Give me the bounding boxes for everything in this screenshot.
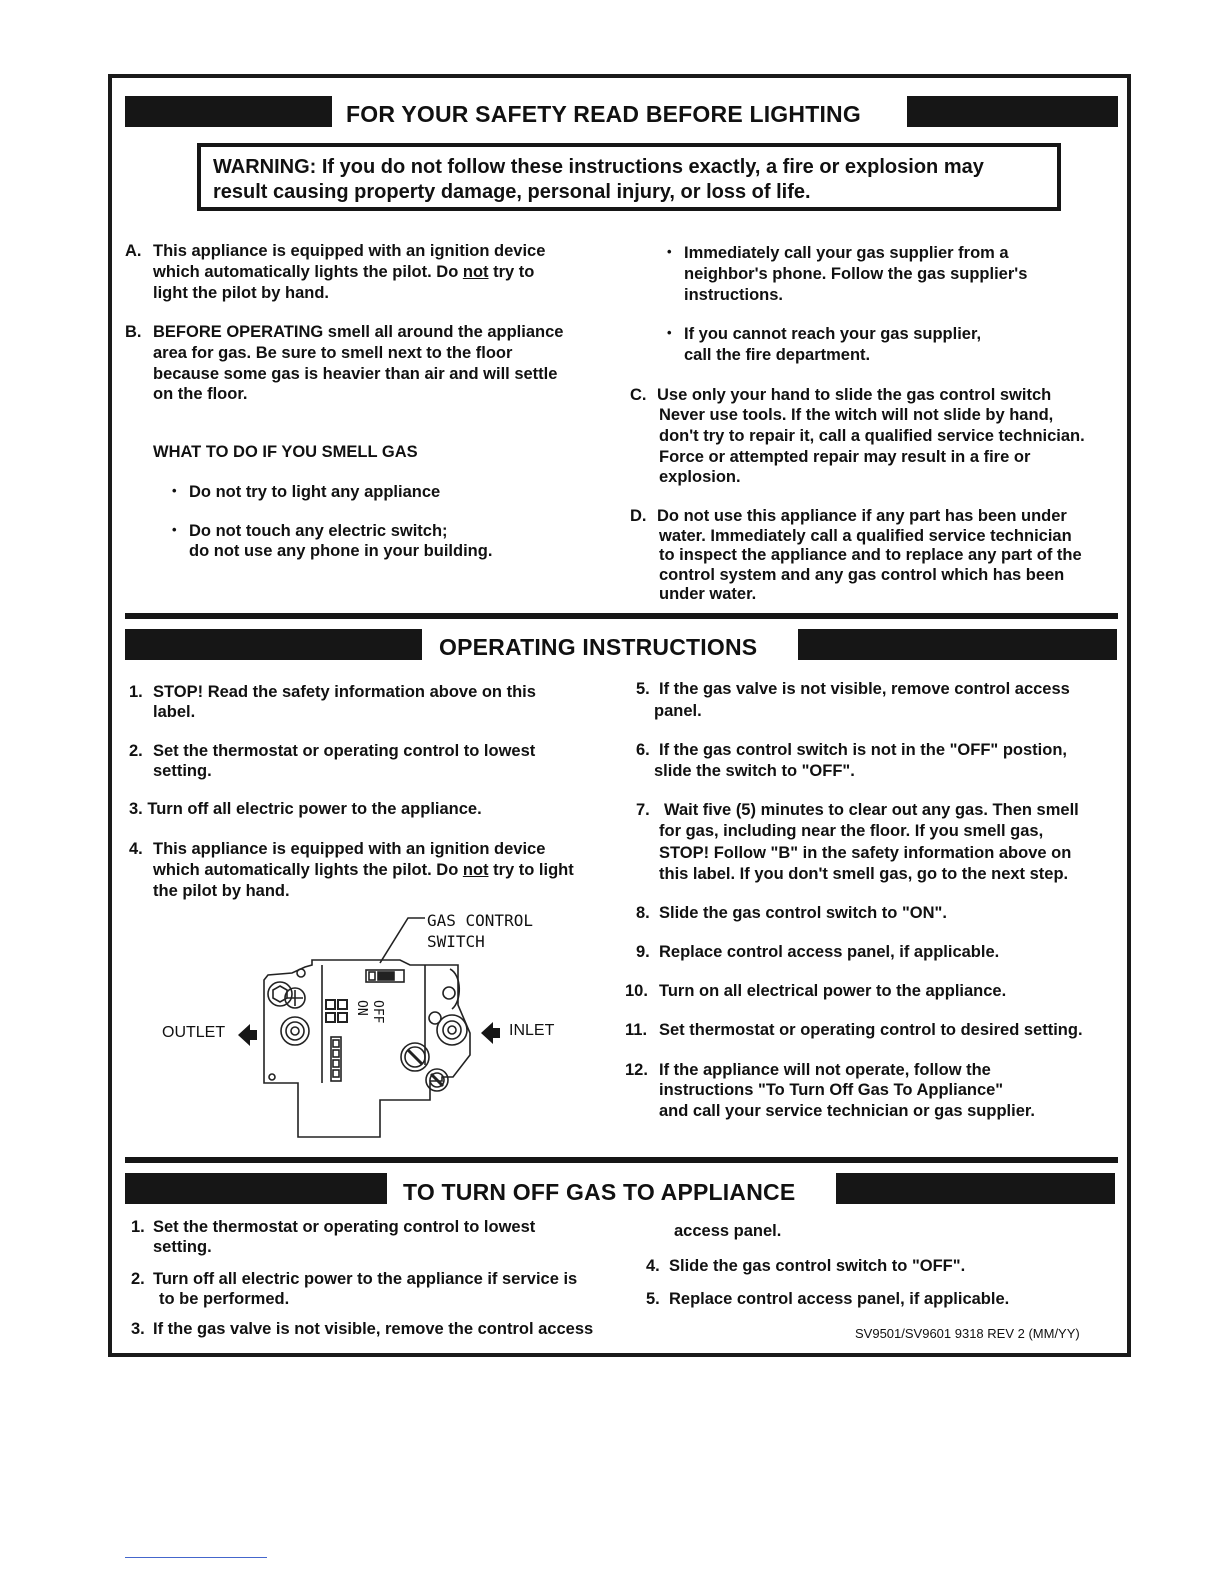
item-b-line-1: BEFORE OPERATING smell all around the appliance — [153, 323, 564, 341]
turnoff-3-line-1: If the gas valve is not visible, remove the control access — [153, 1320, 594, 1338]
operating-header: OPERATING INSTRUCTIONS — [439, 634, 758, 660]
turnoff-5-number: 5. — [646, 1290, 660, 1308]
header-bar-left — [125, 96, 332, 127]
item-b-line-3: because some gas is heavier than air and will settle — [153, 365, 558, 383]
item-c-label: C. — [630, 386, 647, 404]
section-divider — [125, 1157, 1118, 1163]
item-d-line-2: water. Immediately call a qualified service technician — [659, 527, 1072, 545]
outlet-arrow-icon — [238, 1022, 258, 1048]
smell-bullet-1: Do not try to light any appliance — [189, 483, 441, 501]
item-c-line-2: Never use tools. If the witch will not slide by hand, — [659, 406, 1054, 424]
smell-heading: WHAT TO DO IF YOU SMELL GAS — [153, 443, 418, 461]
item-c-line-5: explosion. — [659, 468, 741, 486]
item-a-label: A. — [125, 242, 142, 260]
step-7-line-3: STOP! Follow "B" in the safety information above on — [659, 844, 1072, 862]
step-5-line-1: If the gas valve is not visible, remove control access — [659, 680, 1070, 698]
step-7-line-2: for gas, including near the floor. If you smell gas, — [659, 822, 1044, 840]
page-edge-mark — [125, 1557, 267, 1558]
turnoff-5: Replace control access panel, if applicable. — [669, 1290, 1010, 1308]
smell-bullet-4-line-1: If you cannot reach your gas supplier, — [684, 325, 982, 343]
header-bar-left — [125, 629, 422, 660]
warning-box — [197, 143, 1061, 211]
item-b-line-4: on the floor. — [153, 385, 248, 403]
item-d-line-5: under water. — [659, 585, 757, 603]
step-4-line-3: the pilot by hand. — [153, 882, 290, 900]
item-d-label: D. — [630, 507, 647, 525]
step-7-number: 7. — [636, 801, 650, 819]
item-b-label: B. — [125, 323, 142, 341]
step-6-line-1: If the gas control switch is not in the "OFF" postion, — [659, 741, 1067, 759]
item-c-line-1: Use only your hand to slide the gas control switch — [657, 386, 1052, 404]
header-bar-right — [798, 629, 1117, 660]
step-1-line-1: STOP! Read the safety information above on this — [153, 683, 536, 701]
header-bar-right — [836, 1173, 1115, 1204]
step-3: 3. Turn off all electric power to the appliance. — [129, 800, 482, 818]
step-12-line-1: If the appliance will not operate, follow the — [659, 1061, 991, 1079]
section-divider — [125, 613, 1118, 619]
step-6-line-2: slide the switch to "OFF". — [654, 762, 855, 780]
smell-bullet-2-line-2: do not use any phone in your building. — [189, 542, 493, 560]
switch-on-label: ON — [354, 1000, 369, 1016]
document-code: SV9501/SV9601 9318 REV 2 (MM/YY) — [855, 1326, 1080, 1341]
switch-label-line-2: SWITCH — [427, 932, 485, 951]
turnoff-header: TO TURN OFF GAS TO APPLIANCE — [403, 1179, 796, 1205]
turnoff-2-number: 2. — [131, 1270, 145, 1288]
outlet-label: OUTLET — [162, 1024, 226, 1041]
item-a-line-3: light the pilot by hand. — [153, 284, 329, 302]
step-8: Slide the gas control switch to "ON". — [659, 904, 947, 922]
step-12-number: 12. — [625, 1061, 648, 1079]
smell-bullet-4-line-2: call the fire department. — [684, 346, 871, 364]
turnoff-1-line-2: setting. — [153, 1238, 212, 1256]
item-d-line-3: to inspect the appliance and to replace any part of the — [659, 546, 1082, 564]
item-a-line-1: This appliance is equipped with an ignition device — [153, 242, 546, 260]
step-9: Replace control access panel, if applicable. — [659, 943, 1000, 961]
bullet: • — [172, 522, 177, 537]
step-9-number: 9. — [636, 943, 650, 961]
bullet: • — [667, 244, 672, 259]
step-12-line-2: instructions "To Turn Off Gas To Appliance" — [659, 1081, 1004, 1099]
step-7-line-1: Wait five (5) minutes to clear out any gas. Then smell — [664, 801, 1079, 819]
step-8-number: 8. — [636, 904, 650, 922]
bullet: • — [172, 483, 177, 498]
item-b-line-2: area for gas. Be sure to smell next to the floor — [153, 344, 513, 362]
item-a-line-2: which automatically lights the pilot. Do not try to — [153, 263, 535, 281]
smell-bullet-3-line-1: Immediately call your gas supplier from a — [684, 244, 1009, 262]
step-1-line-2: label. — [153, 703, 196, 721]
turnoff-1-number: 1. — [131, 1218, 145, 1236]
turnoff-3-number: 3. — [131, 1320, 145, 1338]
smell-bullet-2-line-1: Do not touch any electric switch; — [189, 522, 448, 540]
valve-body-outline — [264, 960, 470, 1137]
inlet-label: INLET — [509, 1022, 555, 1039]
turnoff-2-line-1: Turn off all electric power to the appliance if service is — [153, 1270, 578, 1288]
step-5-number: 5. — [636, 680, 650, 698]
smell-bullet-3-line-3: instructions. — [684, 286, 784, 304]
item-c-line-4: Force or attempted repair may result in a fire or — [659, 448, 1031, 466]
warning-line-2: result causing property damage, personal injury, or loss of life. — [213, 181, 811, 203]
item-c-line-3: don't try to repair it, call a qualified service technician. — [659, 427, 1085, 445]
step-4-line-1: This appliance is equipped with an ignition device — [153, 840, 546, 858]
step-2-line-1: Set the thermostat or operating control to lowest — [153, 742, 536, 760]
inlet-arrow-icon — [481, 1020, 501, 1046]
smell-bullet-3-line-2: neighbor's phone. Follow the gas supplier's — [684, 265, 1028, 283]
warning-line-1: WARNING: If you do not follow these instructions exactly, a fire or explosion may — [213, 156, 984, 178]
step-12-line-3: and call your service technician or gas supplier. — [659, 1102, 1035, 1120]
step-2-number: 2. — [129, 742, 143, 760]
step-1-number: 1. — [129, 683, 143, 701]
step-7-line-4: this label. If you don't smell gas, go to the next step. — [659, 865, 1069, 883]
turnoff-4-number: 4. — [646, 1257, 660, 1275]
turnoff-3-line-2: access panel. — [674, 1222, 782, 1240]
safety-header: FOR YOUR SAFETY READ BEFORE LIGHTING — [346, 101, 861, 127]
turnoff-4: Slide the gas control switch to "OFF". — [669, 1257, 966, 1275]
step-2-line-2: setting. — [153, 762, 212, 780]
item-d-line-4: control system and any gas control which has been — [659, 566, 1065, 584]
step-6-number: 6. — [636, 741, 650, 759]
bullet: • — [667, 325, 672, 340]
step-5-line-2: panel. — [654, 702, 702, 720]
turnoff-1-line-1: Set the thermostat or operating control to lowest — [153, 1218, 536, 1236]
step-10: Turn on all electrical power to the appliance. — [659, 982, 1007, 1000]
step-11: Set thermostat or operating control to desired setting. — [659, 1021, 1083, 1039]
step-10-number: 10. — [625, 982, 648, 1000]
header-bar-left — [125, 1173, 387, 1204]
switch-label-line-1: GAS CONTROL — [427, 911, 533, 930]
step-11-number: 11. — [625, 1021, 648, 1039]
turnoff-2-line-2: to be performed. — [159, 1290, 290, 1308]
leader-line — [380, 918, 425, 963]
switch-off-label: OFF — [370, 1000, 385, 1024]
header-bar-right — [907, 96, 1118, 127]
step-4-line-2: which automatically lights the pilot. Do not try to light — [153, 861, 574, 879]
step-4-number: 4. — [129, 840, 143, 858]
item-d-line-1: Do not use this appliance if any part has been under — [657, 507, 1067, 525]
